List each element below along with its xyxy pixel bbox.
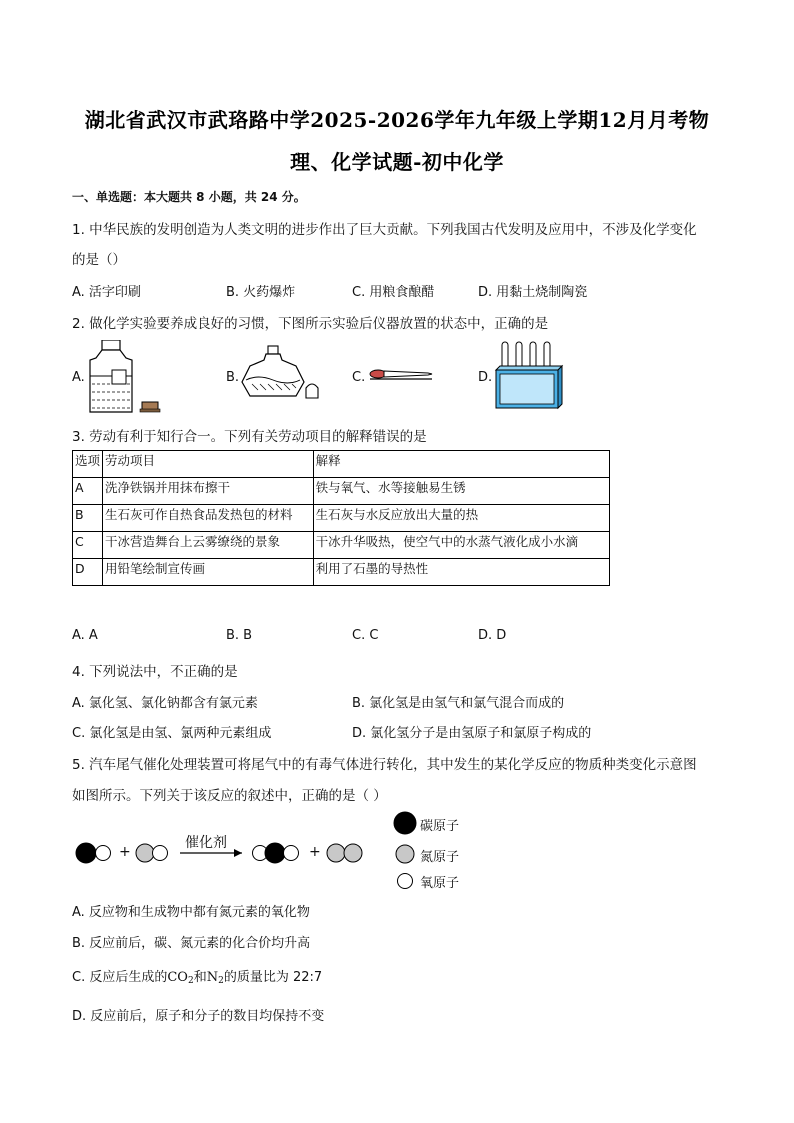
catalyst-label: 催化剂 (185, 835, 227, 851)
q5-option-b[interactable]: B. 反应前后，碳、氮元素的化合价均升高 (72, 936, 311, 951)
table-cell: 用铅笔绘制宣传画 (103, 559, 314, 586)
table-cell: 洗净铁锅并用抹布擦干 (103, 478, 314, 505)
table-cell: B (73, 505, 103, 532)
q3-option-d[interactable]: D. D (478, 628, 507, 643)
table-cell: 利用了石墨的导热性 (313, 559, 609, 586)
q2-option-b-label[interactable]: B. (226, 370, 240, 385)
co2-formula (167, 970, 193, 985)
table-cell: 干冰升华吸热，使空气中的水蒸气液化成小水滴 (313, 532, 609, 559)
oxygen-atom-icon (284, 846, 299, 861)
q2-option-d-label[interactable]: D. (478, 370, 493, 385)
nitrogen-atom-icon (136, 844, 154, 862)
n2-subscript: 2 (218, 976, 224, 986)
table-cell: 生石灰与水反应放出大量的热 (313, 505, 609, 532)
alcohol-lamp-icon (238, 344, 328, 408)
plus-sign: + (119, 844, 131, 860)
q4-option-d[interactable]: D. 氯化氢分子是由氢原子和氯原子构成的 (352, 726, 592, 741)
q5-option-d[interactable]: D. 反应前后，原子和分子的数目均保持不变 (72, 1009, 325, 1024)
oxygen-atom-icon (96, 846, 111, 861)
q5-stem-line1: 5. 汽车尾气催化处理装置可将尾气中的有毒气体进行转化，其中发生的某化学反应的物质种类变化示意图 (72, 757, 697, 773)
oxygen-atom-icon (153, 846, 168, 861)
oxygen-atom-icon (398, 874, 413, 889)
q5-option-c[interactable] (72, 966, 322, 986)
table-row (73, 559, 610, 586)
table-cell: 铁与氧气、水等接触易生锈 (313, 478, 609, 505)
carbon-atom-icon (265, 843, 285, 863)
table-header-row (73, 451, 610, 478)
q4-option-b[interactable]: B. 氯化氢是由氢气和氯气混合而成的 (352, 696, 565, 711)
q1-option-b[interactable]: B. 火药爆炸 (226, 285, 296, 300)
exam-title-line2: 理、化学试题-初中化学 (290, 150, 504, 174)
reagent-bottle-open-icon (86, 340, 166, 415)
table-cell: 干冰营造舞台上云雾缭绕的景象 (103, 532, 314, 559)
q1-stem-line1: 1. 中华民族的发明创造为人类文明的进步作出了巨大贡献。下列我国古代发明及应用中，不涉及化学变化 (72, 222, 697, 238)
q4-stem: 4. 下列说法中，不正确的是 (72, 664, 238, 680)
q1-option-c[interactable]: C. 用粮食酿醋 (352, 285, 435, 300)
table-cell: 生石灰可作自热食品发热包的材料 (103, 505, 314, 532)
legend-carbon-label: 碳原子 (420, 819, 460, 834)
q3-option-c[interactable]: C. C (352, 628, 379, 643)
nitrogen-atom-icon (396, 845, 414, 863)
q3-stem: 3. 劳动有利于知行合一。下列有关劳动项目的解释错误的是 (72, 429, 427, 445)
co2-symbol: CO (167, 970, 188, 985)
q3-option-a[interactable]: A. A (72, 628, 98, 643)
atom-legend (392, 810, 422, 892)
legend-nitrogen-label: 氮原子 (420, 850, 460, 865)
legend-oxygen-label: 氧原子 (420, 876, 460, 891)
q1-option-a[interactable]: A. 活字印刷 (72, 285, 141, 300)
table-row (73, 505, 610, 532)
n2-symbol: N (206, 970, 219, 985)
q4-option-a[interactable]: A. 氯化氢、氯化钠都含有氯元素 (72, 696, 258, 711)
q4-option-c[interactable]: C. 氯化氢是由氢、氯两种元素组成 (72, 726, 272, 741)
q3-option-b[interactable]: B. B (226, 628, 253, 643)
table-row (73, 478, 610, 505)
n2-formula (207, 970, 224, 985)
test-tube-rack-icon (492, 340, 568, 412)
plus-sign: + (309, 844, 321, 860)
q5-option-c-prefix: C. 反应后生成的 (72, 970, 168, 985)
q2-option-a-label[interactable]: A. (72, 370, 85, 385)
exam-title-line1: 湖北省武汉市武珞路中学2025-2026学年九年级上学期12月月考物 (84, 108, 710, 132)
nitrogen-atom-icon (344, 844, 362, 862)
q2-stem: 2. 做化学实验要养成良好的习惯，下图所示实验后仪器放置的状态中，正确的是 (72, 316, 549, 332)
carbon-atom-icon (76, 843, 96, 863)
q5-option-a[interactable]: A. 反应物和生成物中都有氮元素的氧化物 (72, 905, 310, 920)
table-header-cell: 劳动项目 (103, 451, 314, 478)
q3-table (72, 450, 610, 586)
table-cell: D (73, 559, 103, 586)
q5-option-c-and: 和 (193, 970, 207, 985)
table-cell: A (73, 478, 103, 505)
co2-subscript: 2 (187, 976, 194, 986)
dropper-icon (366, 366, 434, 382)
nitrogen-atom-icon (327, 844, 345, 862)
section-heading: 一、单选题：本大题共 8 小题，共 24 分。 (72, 190, 306, 204)
q2-option-c-label[interactable]: C. (352, 370, 366, 385)
table-row (73, 532, 610, 559)
table-header-cell: 选项 (73, 451, 103, 478)
table-cell: C (73, 532, 103, 559)
q5-option-c-suffix: 的质量比为 22:7 (223, 970, 323, 985)
table-header-cell: 解释 (313, 451, 609, 478)
q5-stem-line2: 如图所示。下列关于该反应的叙述中，正确的是（ ） (72, 788, 387, 804)
carbon-atom-icon (394, 812, 416, 834)
q1-option-d[interactable]: D. 用黏土烧制陶瓷 (478, 285, 588, 300)
q1-stem-line2: 的是（） (72, 252, 126, 268)
